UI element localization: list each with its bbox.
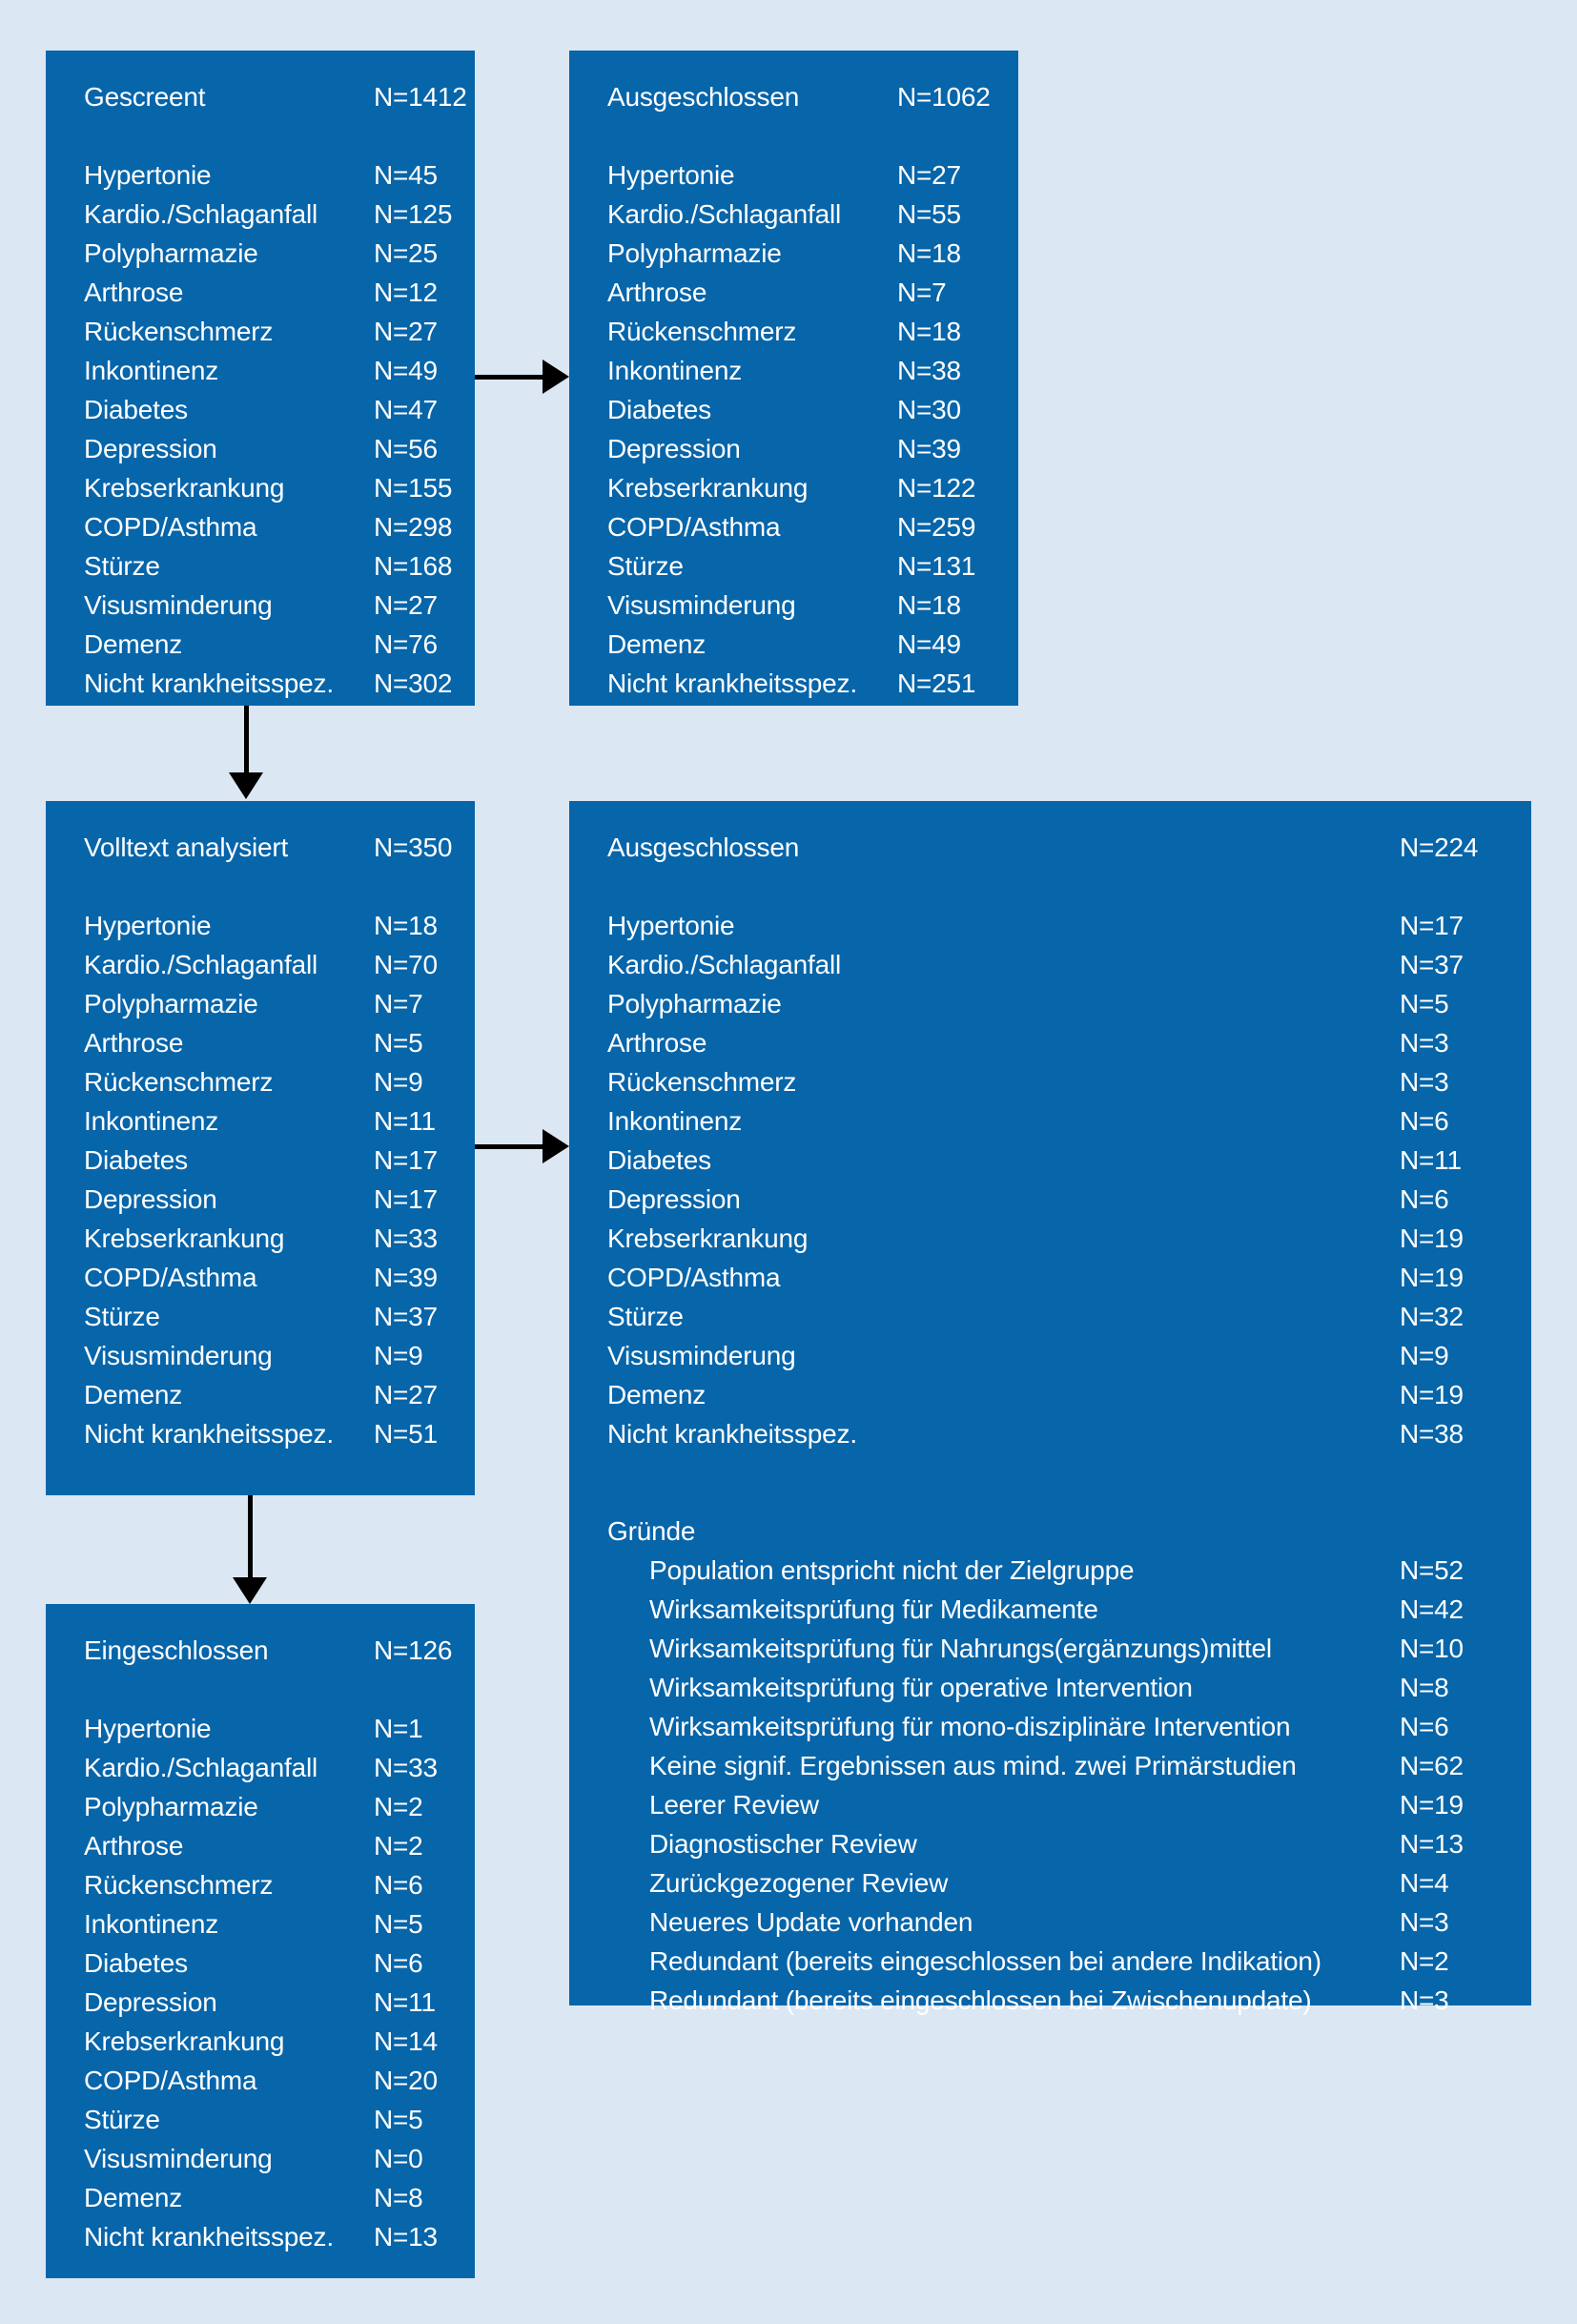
box-title: Volltext analysiert: [84, 833, 289, 862]
item-count: N=62: [1400, 1751, 1464, 1780]
item-count: N=49: [897, 629, 961, 659]
item-count: N=38: [897, 356, 961, 385]
item-count: N=3: [1400, 1067, 1449, 1097]
item-count: N=47: [374, 395, 438, 424]
item-label: Demenz: [84, 1380, 183, 1409]
arrow-head: [233, 1577, 267, 1604]
item-count: N=33: [374, 1753, 438, 1782]
list-row: [607, 586, 999, 625]
list-row: [607, 312, 999, 351]
item-count: N=9: [374, 1341, 423, 1370]
item-label: Depression: [84, 1987, 217, 2017]
list-row: [84, 945, 456, 984]
list-row: [84, 351, 456, 390]
item-count: N=19: [1400, 1224, 1464, 1253]
list-row: [607, 1101, 1512, 1141]
item-label: Kardio./Schlaganfall: [607, 199, 842, 229]
list-row: [84, 1101, 456, 1141]
item-label: Arthrose: [84, 278, 184, 307]
list-row: [607, 1258, 1512, 1297]
list-row: [607, 906, 1512, 945]
list-row: [607, 1942, 1512, 1981]
item-count: N=6: [374, 1870, 423, 1900]
list-row: [84, 195, 456, 234]
list-row: [84, 1748, 456, 1787]
item-label: Inkontinenz: [607, 1106, 743, 1136]
item-count: N=27: [374, 590, 438, 620]
item-count: N=4: [1400, 1868, 1449, 1898]
item-count: N=45: [374, 160, 438, 190]
list-row: [84, 984, 456, 1023]
item-label: Inkontinenz: [84, 1909, 219, 1939]
list-row: [84, 1983, 456, 2022]
item-label: COPD/Asthma: [84, 512, 257, 542]
list-row: [84, 468, 456, 507]
list-row: [84, 2178, 456, 2217]
item-count: N=18: [897, 590, 961, 620]
list-row: [84, 1904, 456, 1944]
item-count: N=27: [897, 160, 961, 190]
item-label: Diabetes: [607, 1145, 711, 1175]
list-row: [84, 429, 456, 468]
box-title-row: [84, 828, 456, 867]
item-count: N=9: [374, 1067, 423, 1097]
item-label: Keine signif. Ergebnissen aus mind. zwei Primärstudien: [649, 1751, 1297, 1780]
list-row: [607, 273, 999, 312]
item-label: Inkontinenz: [607, 356, 743, 385]
list-row: [607, 1062, 1512, 1101]
item-count: N=2: [374, 1792, 423, 1821]
item-count: N=11: [374, 1987, 436, 2017]
box-count: N=350: [374, 833, 453, 862]
spacer: [607, 867, 1512, 906]
condition-list: [607, 906, 1512, 1453]
item-label: Polypharmazie: [84, 1792, 258, 1821]
item-label: Population entspricht nicht der Zielgruppe: [649, 1555, 1135, 1585]
box-title: Ausgeschlossen: [607, 833, 800, 862]
condition-list: [84, 1709, 456, 2256]
item-count: N=18: [374, 911, 438, 940]
item-count: N=27: [374, 317, 438, 346]
item-count: N=19: [1400, 1790, 1464, 1820]
item-label: Arthrose: [84, 1028, 184, 1058]
item-count: N=13: [374, 2222, 438, 2252]
item-label: Visusminderung: [607, 590, 796, 620]
item-count: N=5: [374, 1028, 423, 1058]
item-count: N=7: [374, 989, 423, 1018]
list-row: [84, 1336, 456, 1375]
list-row: [84, 2217, 456, 2256]
item-label: Nicht krankheitsspez.: [84, 1419, 334, 1449]
item-label: Krebserkrankung: [607, 1224, 809, 1253]
item-count: N=39: [374, 1263, 438, 1292]
list-row: [84, 1258, 456, 1297]
item-label: Visusminderung: [84, 1341, 273, 1370]
list-row: [607, 1746, 1512, 1785]
item-count: N=37: [1400, 950, 1464, 979]
arrow-shaft: [475, 1144, 543, 1149]
item-label: Demenz: [607, 629, 707, 659]
list-row: [607, 1219, 1512, 1258]
item-count: N=10: [1400, 1634, 1464, 1663]
box-screened: [46, 51, 475, 706]
list-row: [84, 906, 456, 945]
item-label: Wirksamkeitsprüfung für mono-disziplinäre Intervention: [649, 1712, 1291, 1741]
item-label: Diagnostischer Review: [649, 1829, 917, 1859]
box-title: Ausgeschlossen: [607, 82, 800, 112]
arrow-screened-to-fulltext-icon: [229, 706, 263, 799]
item-label: Rückenschmerz: [84, 317, 274, 346]
list-row: [607, 468, 999, 507]
item-count: N=56: [374, 434, 438, 463]
list-row: [607, 625, 999, 664]
item-count: N=30: [897, 395, 961, 424]
list-row: [84, 546, 456, 586]
box-count: N=224: [1400, 833, 1479, 862]
box-title-row: [607, 77, 999, 116]
item-label: Stürze: [607, 551, 684, 581]
item-label: Diabetes: [84, 1948, 188, 1978]
item-count: N=39: [897, 434, 961, 463]
item-label: Stürze: [84, 551, 160, 581]
list-row: [84, 507, 456, 546]
item-label: Wirksamkeitsprüfung für operative Intervention: [649, 1673, 1193, 1702]
item-count: N=18: [897, 238, 961, 268]
item-label: Inkontinenz: [84, 1106, 219, 1136]
item-count: N=25: [374, 238, 438, 268]
item-label: Depression: [84, 434, 217, 463]
item-label: Inkontinenz: [84, 356, 219, 385]
item-count: N=168: [374, 551, 453, 581]
list-row: [84, 2139, 456, 2178]
item-count: N=3: [1400, 1028, 1449, 1058]
list-row: [607, 1981, 1512, 2020]
list-row: [607, 1785, 1512, 1824]
list-row: [84, 1787, 456, 1826]
item-count: N=6: [1400, 1712, 1449, 1741]
item-count: N=70: [374, 950, 438, 979]
item-count: N=37: [374, 1302, 438, 1331]
item-count: N=17: [374, 1184, 438, 1214]
list-row: [84, 1219, 456, 1258]
item-count: N=51: [374, 1419, 438, 1449]
item-count: N=9: [1400, 1341, 1449, 1370]
list-row: [84, 1180, 456, 1219]
list-row: [84, 1865, 456, 1904]
list-row: [607, 1180, 1512, 1219]
list-row: [84, 1023, 456, 1062]
item-label: Arthrose: [607, 1028, 707, 1058]
item-label: Zurückgezogener Review: [649, 1868, 949, 1898]
item-label: COPD/Asthma: [84, 1263, 257, 1292]
list-row: [607, 1863, 1512, 1902]
list-row: [607, 984, 1512, 1023]
item-count: N=6: [374, 1948, 423, 1978]
item-count: N=27: [374, 1380, 438, 1409]
item-label: Hypertonie: [84, 911, 212, 940]
item-label: Rückenschmerz: [607, 317, 797, 346]
item-label: Visusminderung: [84, 2144, 273, 2173]
arrow-shaft: [475, 375, 543, 380]
list-row: [607, 1141, 1512, 1180]
item-count: N=55: [897, 199, 961, 229]
item-label: Krebserkrankung: [607, 473, 809, 503]
item-count: N=5: [374, 2105, 423, 2134]
list-row: [607, 390, 999, 429]
item-count: N=13: [1400, 1829, 1464, 1859]
reasons-title: Gründe: [607, 1516, 696, 1546]
list-row: [607, 664, 999, 703]
item-count: N=19: [1400, 1380, 1464, 1409]
item-label: Leerer Review: [649, 1790, 819, 1820]
item-label: Polypharmazie: [84, 238, 258, 268]
item-label: Rückenschmerz: [84, 1067, 274, 1097]
item-label: Kardio./Schlaganfall: [607, 950, 842, 979]
item-count: N=17: [374, 1145, 438, 1175]
item-count: N=32: [1400, 1302, 1464, 1331]
item-label: Wirksamkeitsprüfung für Nahrungs(ergänzungs)mittel: [649, 1634, 1272, 1663]
item-count: N=38: [1400, 1419, 1464, 1449]
item-count: N=251: [897, 668, 976, 698]
item-label: Rückenschmerz: [607, 1067, 797, 1097]
item-count: N=0: [374, 2144, 423, 2173]
item-label: Visusminderung: [84, 590, 273, 620]
item-count: N=14: [374, 2026, 438, 2056]
item-count: N=122: [897, 473, 976, 503]
box-title: Eingeschlossen: [84, 1635, 269, 1665]
item-label: Depression: [607, 1184, 741, 1214]
item-count: N=18: [897, 317, 961, 346]
item-label: Krebserkrankung: [84, 1224, 285, 1253]
item-label: Hypertonie: [84, 160, 212, 190]
condition-list: [84, 906, 456, 1453]
condition-list: [607, 155, 999, 703]
item-label: Wirksamkeitsprüfung für Medikamente: [649, 1594, 1098, 1624]
item-label: Hypertonie: [607, 911, 735, 940]
list-row: [607, 234, 999, 273]
item-label: Stürze: [607, 1302, 684, 1331]
item-label: Neueres Update vorhanden: [649, 1907, 973, 1937]
box-title-row: [84, 1631, 456, 1670]
item-count: N=125: [374, 199, 453, 229]
item-label: Nicht krankheitsspez.: [607, 1419, 857, 1449]
item-label: Redundant (bereits eingeschlossen bei Zwischenupdate): [649, 1985, 1312, 2015]
list-row: [607, 945, 1512, 984]
item-count: N=7: [897, 278, 947, 307]
item-count: N=52: [1400, 1555, 1464, 1585]
list-row: [607, 1375, 1512, 1414]
list-row: [607, 195, 999, 234]
arrow-fulltext-to-excluded-icon: [475, 1129, 569, 1163]
list-row: [84, 625, 456, 664]
item-label: Krebserkrankung: [84, 2026, 285, 2056]
spacer: [84, 116, 456, 155]
list-row: [84, 234, 456, 273]
list-row: [607, 1902, 1512, 1942]
item-count: N=76: [374, 629, 438, 659]
item-count: N=259: [897, 512, 976, 542]
list-row: [607, 1629, 1512, 1668]
list-row: [84, 2022, 456, 2061]
item-label: Depression: [607, 434, 741, 463]
item-label: Stürze: [84, 1302, 160, 1331]
box-title: Gescreent: [84, 82, 206, 112]
list-row: [607, 155, 999, 195]
item-count: N=8: [374, 2183, 423, 2212]
list-row: [607, 1551, 1512, 1590]
item-count: N=17: [1400, 911, 1464, 940]
item-count: N=131: [897, 551, 976, 581]
item-label: Nicht krankheitsspez.: [607, 668, 857, 698]
spacer: [607, 116, 999, 155]
item-label: Polypharmazie: [607, 238, 782, 268]
reasons-list: [607, 1551, 1512, 2020]
item-label: Hypertonie: [607, 160, 735, 190]
list-row: [607, 1023, 1512, 1062]
item-count: N=2: [374, 1831, 423, 1861]
item-label: Kardio./Schlaganfall: [84, 1753, 318, 1782]
list-row: [607, 351, 999, 390]
item-count: N=6: [1400, 1106, 1449, 1136]
arrow-screened-to-excluded-icon: [475, 360, 569, 394]
list-row: [84, 1375, 456, 1414]
arrow-shaft: [248, 1495, 253, 1579]
item-count: N=2: [1400, 1946, 1449, 1976]
spacer: [607, 1492, 1512, 1512]
item-label: Demenz: [84, 629, 183, 659]
condition-list: [84, 155, 456, 703]
item-count: N=1: [374, 1714, 423, 1743]
list-row: [84, 2100, 456, 2139]
list-row: [84, 1141, 456, 1180]
item-count: N=3: [1400, 1985, 1449, 2015]
list-row: [607, 1297, 1512, 1336]
arrow-shaft: [244, 706, 249, 774]
arrow-head: [543, 360, 569, 394]
item-count: N=11: [374, 1106, 436, 1136]
box-title-row: [607, 828, 1512, 867]
item-label: Polypharmazie: [84, 989, 258, 1018]
item-label: Diabetes: [84, 395, 188, 424]
item-label: Demenz: [84, 2183, 183, 2212]
item-label: Kardio./Schlaganfall: [84, 199, 318, 229]
list-row: [607, 1668, 1512, 1707]
item-label: Kardio./Schlaganfall: [84, 950, 318, 979]
arrow-head: [543, 1129, 569, 1163]
box-excluded-screening: [569, 51, 1018, 706]
item-count: N=6: [1400, 1184, 1449, 1214]
item-label: Arthrose: [607, 278, 707, 307]
list-row: [84, 1944, 456, 1983]
item-label: Demenz: [607, 1380, 707, 1409]
list-row: [84, 586, 456, 625]
box-excluded-fulltext: [569, 801, 1531, 2015]
item-count: N=5: [1400, 989, 1449, 1018]
item-count: N=12: [374, 278, 438, 307]
item-label: Krebserkrankung: [84, 473, 285, 503]
spacer: [607, 1453, 1512, 1492]
box-count: N=1062: [897, 82, 991, 112]
list-row: [84, 312, 456, 351]
arrow-head: [229, 772, 263, 799]
list-row: [607, 507, 999, 546]
list-row: [607, 1414, 1512, 1453]
item-label: COPD/Asthma: [607, 512, 781, 542]
list-row: [607, 546, 999, 586]
list-row: [607, 1707, 1512, 1746]
item-label: Nicht krankheitsspez.: [84, 2222, 334, 2252]
list-row: [84, 1297, 456, 1336]
box-fulltext-analyzed: [46, 801, 475, 1495]
list-row: [84, 664, 456, 703]
item-label: Polypharmazie: [607, 989, 782, 1018]
box-count: N=126: [374, 1635, 453, 1665]
list-row: [84, 1826, 456, 1865]
reasons-title-row: [607, 1512, 1512, 1551]
item-count: N=33: [374, 1224, 438, 1253]
arrow-fulltext-to-included-icon: [233, 1495, 267, 1604]
item-label: Hypertonie: [84, 1714, 212, 1743]
item-label: Arthrose: [84, 1831, 184, 1861]
item-label: Redundant (bereits eingeschlossen bei andere Indikation): [649, 1946, 1321, 1976]
item-count: N=20: [374, 2066, 438, 2095]
list-row: [607, 429, 999, 468]
item-label: Depression: [84, 1184, 217, 1214]
box-count: N=1412: [374, 82, 467, 112]
list-row: [84, 273, 456, 312]
item-label: Stürze: [84, 2105, 160, 2134]
box-title-row: [84, 77, 467, 116]
list-row: [607, 1336, 1512, 1375]
spacer: [84, 867, 456, 906]
list-row: [84, 1062, 456, 1101]
item-count: N=298: [374, 512, 453, 542]
item-label: COPD/Asthma: [607, 1263, 781, 1292]
item-count: N=8: [1400, 1673, 1449, 1702]
list-row: [84, 1414, 456, 1453]
item-label: Visusminderung: [607, 1341, 796, 1370]
item-count: N=49: [374, 356, 438, 385]
item-count: N=19: [1400, 1263, 1464, 1292]
list-row: [607, 1824, 1512, 1863]
list-row: [607, 1590, 1512, 1629]
list-row: [84, 1709, 456, 1748]
list-row: [84, 390, 456, 429]
item-label: Nicht krankheitsspez.: [84, 668, 334, 698]
item-label: Diabetes: [607, 395, 711, 424]
item-count: N=5: [374, 1909, 423, 1939]
item-count: N=42: [1400, 1594, 1464, 1624]
item-count: N=302: [374, 668, 453, 698]
item-count: N=11: [1400, 1145, 1462, 1175]
list-row: [84, 155, 456, 195]
item-label: Diabetes: [84, 1145, 188, 1175]
item-label: Rückenschmerz: [84, 1870, 274, 1900]
item-count: N=155: [374, 473, 453, 503]
list-row: [84, 2061, 456, 2100]
item-count: N=3: [1400, 1907, 1449, 1937]
box-included: [46, 1604, 475, 2278]
item-label: COPD/Asthma: [84, 2066, 257, 2095]
spacer: [84, 1670, 456, 1709]
